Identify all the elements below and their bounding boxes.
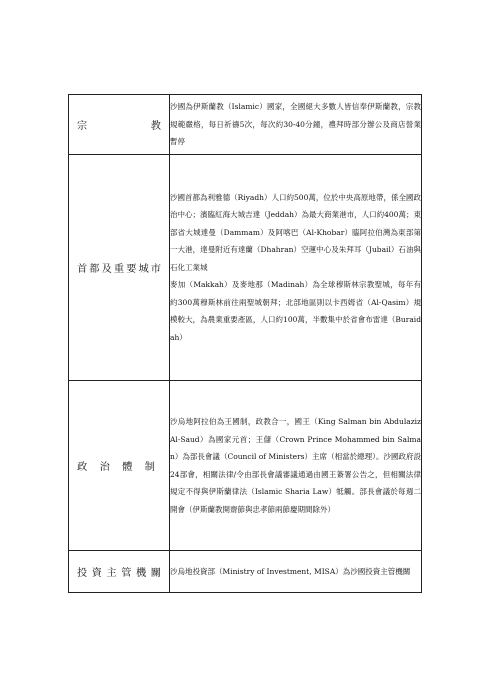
- row-label-cell: [69, 95, 170, 155]
- row-label-cell: [69, 381, 170, 551]
- row-label-cities: 首都及重要城市: [77, 264, 161, 275]
- row-content-cell: [170, 551, 422, 593]
- table-row-investment: [69, 551, 422, 593]
- paragraph-religion: 沙國為伊斯蘭教（Islamic）國家，全國絕大多數人皆信奉伊斯蘭教，宗教規範嚴格，每日祈禱5次，每次約30-40分鐘，禮拜時部分辦公及商店營業暫停: [170, 102, 421, 147]
- paragraph-politics: 沙烏地阿拉伯為王國制，政教合一，國王（King Salman bin Abdulaziz Al-Saud）為國家元首；王儲（Crown Prince Mohammed bin Salman）為部長會議（Council of Ministers）主席（相當於總理）。沙國政府設24部會，相關法律/令由部長會議審議通過由國王簽署公告之，但相關法律規定不得與伊斯蘭律法（Islamic Sharia Law）牴觸。部長會議於每週二開會（伊斯蘭教開齋節與忠孝節兩節慶期間除外）: [170, 417, 421, 514]
- row-content-cell: [170, 155, 422, 381]
- paragraph-cities-1: 沙國首都為利雅德（Riyadh）人口約500萬，位於中央高原地帶，係全國政治中心；濱臨紅海大城吉達（Jeddah）為最大商業港市，人口約400萬；東部省大城達曼（Dammam）及阿喀巴（Al-Khobar）臨阿拉伯灣為東部第一大港，達曼附近有達蘭（Dhahran）空運中心及朱拜耳（Jubail）石油與石化工業城: [170, 192, 421, 272]
- table-row-cities: [69, 155, 422, 381]
- row-content-cell: [170, 95, 422, 155]
- row-label-politics: 政 治 體 制: [77, 462, 155, 473]
- paragraph-cities-2: 麥加（Makkah）及麥地那（Madinah）為全球穆斯林宗教聖城，每年有約300萬穆斯林前往兩聖城朝拜；北部地區則以卡西姆省（Al-Qasim）規模較大，為農業重要產區，人口約100萬，半數集中於省會布雷達（Buraidah）: [170, 280, 421, 342]
- paragraph-investment: 沙烏地投資部（Ministry of Investment, MISA）為沙國投資主管機關: [170, 566, 411, 576]
- row-label-investment: 投資主管機關: [77, 568, 161, 579]
- table-row-politics: [69, 381, 422, 551]
- row-label-religion: 宗 教: [77, 121, 161, 132]
- row-content-cell: [170, 381, 422, 551]
- country-profile-table: [68, 94, 422, 593]
- row-label-cell: [69, 551, 170, 593]
- table-row-religion: [69, 95, 422, 155]
- row-label-cell: [69, 155, 170, 381]
